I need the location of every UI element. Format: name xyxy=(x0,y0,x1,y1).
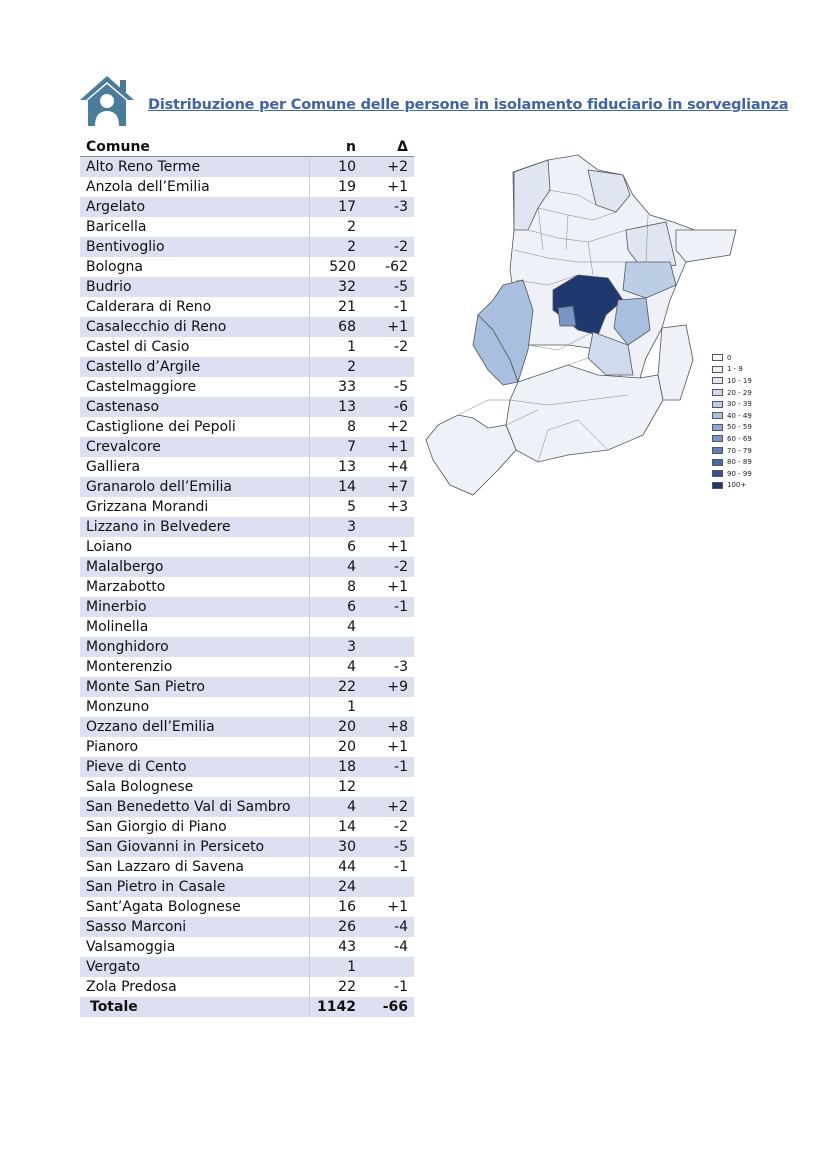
legend-swatch xyxy=(712,389,723,396)
table-row xyxy=(80,357,414,377)
distribution-table xyxy=(80,138,414,1017)
cell-delta xyxy=(362,357,414,377)
cell-delta: -4 xyxy=(362,937,414,957)
cell-n: 20 xyxy=(310,717,363,737)
cell-n: 43 xyxy=(310,937,363,957)
cell-comune: Loiano xyxy=(80,537,310,557)
cell-n: 6 xyxy=(310,537,363,557)
cell-n: 13 xyxy=(310,397,363,417)
table-row xyxy=(80,237,414,257)
table-row xyxy=(80,457,414,477)
cell-comune: Calderara di Reno xyxy=(80,297,310,317)
cell-delta xyxy=(362,217,414,237)
cell-comune: Monte San Pietro xyxy=(80,677,310,697)
cell-delta: -6 xyxy=(362,397,414,417)
cell-comune: Minerbio xyxy=(80,597,310,617)
legend-label: 100+ xyxy=(727,481,747,490)
cell-delta: -1 xyxy=(362,857,414,877)
cell-comune: Castiglione dei Pepoli xyxy=(80,417,310,437)
cell-comune: Marzabotto xyxy=(80,577,310,597)
cell-n: 8 xyxy=(310,577,363,597)
legend-item xyxy=(712,364,752,376)
table-row xyxy=(80,317,414,337)
cell-delta: +7 xyxy=(362,477,414,497)
legend-label: 90 - 99 xyxy=(727,469,752,478)
table-row xyxy=(80,737,414,757)
cell-comune: Crevalcore xyxy=(80,437,310,457)
table-row xyxy=(80,177,414,197)
table-row xyxy=(80,197,414,217)
table-row xyxy=(80,377,414,397)
cell-delta: -1 xyxy=(362,977,414,997)
table-row xyxy=(80,837,414,857)
cell-comune: Casalecchio di Reno xyxy=(80,317,310,337)
table-row xyxy=(80,857,414,877)
legend-item xyxy=(712,398,752,410)
cell-delta: +1 xyxy=(362,437,414,457)
table-row xyxy=(80,337,414,357)
cell-comune: Alto Reno Terme xyxy=(80,157,310,178)
cell-comune: Grizzana Morandi xyxy=(80,497,310,517)
legend-swatch xyxy=(712,366,723,373)
cell-n: 32 xyxy=(310,277,363,297)
cell-comune: San Pietro in Casale xyxy=(80,877,310,897)
cell-comune: Molinella xyxy=(80,617,310,637)
cell-comune: Granarolo dell’Emilia xyxy=(80,477,310,497)
cell-n: 14 xyxy=(310,817,363,837)
table-row xyxy=(80,417,414,437)
cell-delta: -2 xyxy=(362,817,414,837)
table-row xyxy=(80,537,414,557)
legend-swatch xyxy=(712,412,723,419)
legend-label: 80 - 89 xyxy=(727,458,752,467)
table-row xyxy=(80,597,414,617)
cell-comune: Valsamoggia xyxy=(80,937,310,957)
cell-n: 1 xyxy=(310,337,363,357)
cell-delta: -3 xyxy=(362,657,414,677)
cell-delta: -1 xyxy=(362,297,414,317)
cell-delta xyxy=(362,957,414,977)
cell-comune: San Lazzaro di Savena xyxy=(80,857,310,877)
cell-n: 6 xyxy=(310,597,363,617)
cell-n: 520 xyxy=(310,257,363,277)
map-region-southwest xyxy=(426,415,516,495)
cell-delta: -1 xyxy=(362,757,414,777)
total-n: 1142 xyxy=(310,997,363,1017)
cell-delta: +1 xyxy=(362,897,414,917)
legend-swatch xyxy=(712,459,723,466)
table-row xyxy=(80,877,414,897)
cell-comune: San Giovanni in Persiceto xyxy=(80,837,310,857)
total-row xyxy=(80,997,414,1017)
table-row xyxy=(80,397,414,417)
cell-delta: +1 xyxy=(362,177,414,197)
table-row xyxy=(80,557,414,577)
cell-n: 4 xyxy=(310,557,363,577)
cell-comune: Bologna xyxy=(80,257,310,277)
legend-label: 50 - 59 xyxy=(727,423,752,432)
cell-comune: Vergato xyxy=(80,957,310,977)
map-region-medicina xyxy=(676,230,736,262)
cell-delta: -2 xyxy=(362,557,414,577)
cell-comune: Monghidoro xyxy=(80,637,310,657)
legend-label: 1 - 9 xyxy=(727,365,743,374)
cell-n: 12 xyxy=(310,777,363,797)
legend-label: 10 - 19 xyxy=(727,376,752,385)
header-delta: Δ xyxy=(362,138,414,157)
legend-label: 20 - 29 xyxy=(727,388,752,397)
cell-comune: San Giorgio di Piano xyxy=(80,817,310,837)
cell-n: 22 xyxy=(310,977,363,997)
cell-delta: +9 xyxy=(362,677,414,697)
house-person-icon xyxy=(78,74,136,128)
cell-comune: Baricella xyxy=(80,217,310,237)
legend-item xyxy=(712,387,752,399)
cell-delta xyxy=(362,637,414,657)
cell-delta: +2 xyxy=(362,157,414,178)
cell-n: 44 xyxy=(310,857,363,877)
cell-n: 4 xyxy=(310,657,363,677)
cell-n: 24 xyxy=(310,877,363,897)
cell-comune: Castenaso xyxy=(80,397,310,417)
cell-comune: Ozzano dell’Emilia xyxy=(80,717,310,737)
cell-delta: +4 xyxy=(362,457,414,477)
table-row xyxy=(80,957,414,977)
table-row xyxy=(80,677,414,697)
legend-label: 30 - 39 xyxy=(727,400,752,409)
legend-item xyxy=(712,352,752,364)
cell-delta: +8 xyxy=(362,717,414,737)
table-row xyxy=(80,217,414,237)
cell-delta: -5 xyxy=(362,277,414,297)
cell-delta: -1 xyxy=(362,597,414,617)
cell-delta: +2 xyxy=(362,417,414,437)
table-row xyxy=(80,517,414,537)
cell-n: 4 xyxy=(310,617,363,637)
cell-comune: Bentivoglio xyxy=(80,237,310,257)
table-row xyxy=(80,897,414,917)
cell-n: 10 xyxy=(310,157,363,178)
cell-delta: -3 xyxy=(362,197,414,217)
cell-n: 19 xyxy=(310,177,363,197)
table-row xyxy=(80,257,414,277)
legend-swatch xyxy=(712,470,723,477)
cell-n: 21 xyxy=(310,297,363,317)
cell-comune: Pieve di Cento xyxy=(80,757,310,777)
cell-comune: Argelato xyxy=(80,197,310,217)
map-legend xyxy=(712,352,752,491)
cell-n: 18 xyxy=(310,757,363,777)
table-row xyxy=(80,637,414,657)
cell-delta: -5 xyxy=(362,377,414,397)
header-comune: Comune xyxy=(80,138,310,157)
cell-delta: -2 xyxy=(362,237,414,257)
cell-n: 17 xyxy=(310,197,363,217)
table-row xyxy=(80,977,414,997)
choropleth-map xyxy=(418,150,748,505)
cell-n: 5 xyxy=(310,497,363,517)
table-row xyxy=(80,497,414,517)
legend-item xyxy=(712,375,752,387)
cell-n: 2 xyxy=(310,357,363,377)
cell-delta: +1 xyxy=(362,317,414,337)
cell-n: 16 xyxy=(310,897,363,917)
legend-item xyxy=(712,433,752,445)
table-row xyxy=(80,817,414,837)
cell-comune: Monterenzio xyxy=(80,657,310,677)
cell-delta: -4 xyxy=(362,917,414,937)
table-row xyxy=(80,157,414,178)
cell-n: 2 xyxy=(310,217,363,237)
map-region-south xyxy=(506,365,663,462)
cell-comune: Lizzano in Belvedere xyxy=(80,517,310,537)
cell-comune: San Benedetto Val di Sambro xyxy=(80,797,310,817)
cell-comune: Zola Predosa xyxy=(80,977,310,997)
cell-comune: Galliera xyxy=(80,457,310,477)
cell-delta xyxy=(362,697,414,717)
cell-delta: +2 xyxy=(362,797,414,817)
cell-comune: Budrio xyxy=(80,277,310,297)
cell-delta: +1 xyxy=(362,737,414,757)
table-row xyxy=(80,277,414,297)
cell-n: 33 xyxy=(310,377,363,397)
cell-comune: Monzuno xyxy=(80,697,310,717)
total-label: Totale xyxy=(80,997,310,1017)
legend-swatch xyxy=(712,482,723,489)
legend-swatch xyxy=(712,401,723,408)
table-row xyxy=(80,577,414,597)
table-row xyxy=(80,477,414,497)
legend-label: 60 - 69 xyxy=(727,434,752,443)
header xyxy=(78,74,789,128)
legend-item xyxy=(712,422,752,434)
cell-delta xyxy=(362,517,414,537)
cell-comune: Pianoro xyxy=(80,737,310,757)
table-row xyxy=(80,797,414,817)
cell-delta: +1 xyxy=(362,537,414,557)
table-header-row xyxy=(80,138,414,157)
legend-swatch xyxy=(712,447,723,454)
legend-item xyxy=(712,410,752,422)
cell-comune: Malalbergo xyxy=(80,557,310,577)
cell-delta: +1 xyxy=(362,577,414,597)
table-row xyxy=(80,617,414,637)
header-n: n xyxy=(310,138,363,157)
cell-n: 4 xyxy=(310,797,363,817)
cell-comune: Sala Bolognese xyxy=(80,777,310,797)
cell-n: 1 xyxy=(310,697,363,717)
cell-comune: Sasso Marconi xyxy=(80,917,310,937)
cell-comune: Anzola dell’Emilia xyxy=(80,177,310,197)
table-row xyxy=(80,437,414,457)
table-row xyxy=(80,937,414,957)
cell-n: 8 xyxy=(310,417,363,437)
table-row xyxy=(80,917,414,937)
cell-n: 68 xyxy=(310,317,363,337)
cell-n: 13 xyxy=(310,457,363,477)
cell-comune: Sant’Agata Bolognese xyxy=(80,897,310,917)
cell-n: 7 xyxy=(310,437,363,457)
cell-n: 20 xyxy=(310,737,363,757)
cell-comune: Castel di Casio xyxy=(80,337,310,357)
cell-comune: Castelmaggiore xyxy=(80,377,310,397)
legend-swatch xyxy=(712,354,723,361)
cell-n: 3 xyxy=(310,637,363,657)
cell-n: 2 xyxy=(310,237,363,257)
legend-item xyxy=(712,445,752,457)
legend-swatch xyxy=(712,377,723,384)
cell-delta xyxy=(362,877,414,897)
table-row xyxy=(80,777,414,797)
cell-n: 22 xyxy=(310,677,363,697)
cell-n: 1 xyxy=(310,957,363,977)
map-region-east xyxy=(658,325,693,400)
cell-delta: -5 xyxy=(362,837,414,857)
table-row xyxy=(80,717,414,737)
legend-label: 0 xyxy=(727,353,732,362)
legend-item xyxy=(712,480,752,492)
cell-delta: -62 xyxy=(362,257,414,277)
legend-label: 70 - 79 xyxy=(727,446,752,455)
cell-n: 30 xyxy=(310,837,363,857)
cell-n: 26 xyxy=(310,917,363,937)
legend-swatch xyxy=(712,424,723,431)
legend-item xyxy=(712,456,752,468)
table-row xyxy=(80,757,414,777)
legend-swatch xyxy=(712,435,723,442)
legend-item xyxy=(712,468,752,480)
cell-delta: -2 xyxy=(362,337,414,357)
total-delta: -66 xyxy=(362,997,414,1017)
cell-n: 14 xyxy=(310,477,363,497)
table-row xyxy=(80,657,414,677)
cell-delta xyxy=(362,777,414,797)
cell-delta xyxy=(362,617,414,637)
cell-n: 3 xyxy=(310,517,363,537)
page-title: Distribuzione per Comune delle persone in isolamento fiduciario in sorveglianza xyxy=(148,97,789,113)
table-row xyxy=(80,297,414,317)
cell-comune: Castello d’Argile xyxy=(80,357,310,377)
legend-label: 40 - 49 xyxy=(727,411,752,420)
cell-delta: +3 xyxy=(362,497,414,517)
map-region-casalecchio xyxy=(558,306,576,326)
table-row xyxy=(80,697,414,717)
